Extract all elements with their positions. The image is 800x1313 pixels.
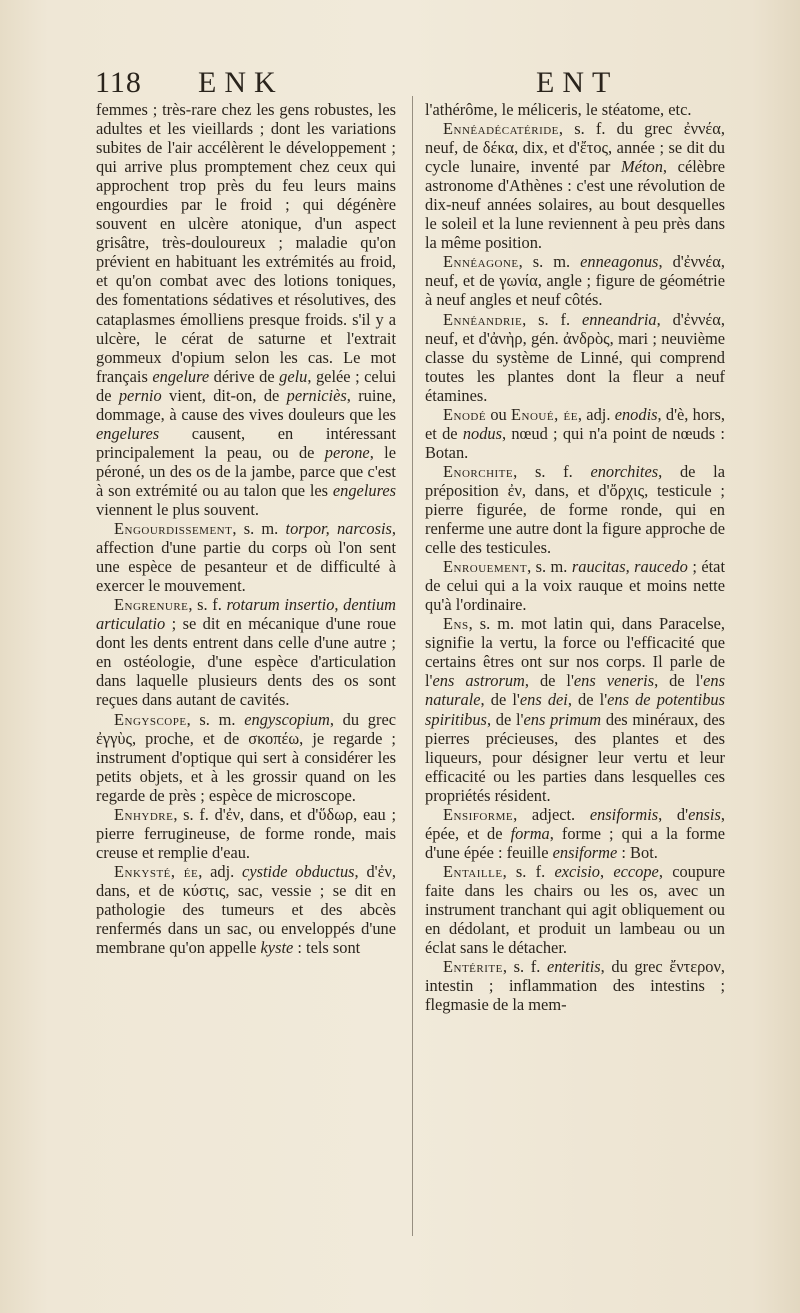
entry-text: , d' — [658, 804, 689, 824]
dictionary-entry — [425, 462, 725, 557]
entry-text: ou — [486, 404, 512, 424]
entry-text: , s. f. — [522, 309, 582, 329]
dictionary-entry — [425, 957, 725, 1014]
entry-text: , d'ἐν, dans, et de κύστις, sac, vessie ; se dit en pathologie des tumeurs et des abcès renfermés dans un sac, ou enveloppés d'une membrane qu'on appelle — [96, 861, 396, 958]
entry-text: , célèbre astronome d'Athènes : c'est une révolution de dix-neuf années solaires, au bout desquelles le soleil et la lune reviennent à peu près dans la même position. — [425, 157, 725, 253]
running-head-right: ENT — [536, 66, 619, 99]
headword: Ennéadécatéride — [443, 119, 559, 139]
entry-text: , du grec ἐγγὺς, proche, et de σκοπέω, je regarde ; instrument d'optique qui sert à considérer les petits objets, et à les grossir quand on les regarde de près ; espèce de microscope. — [96, 709, 397, 805]
headword: Engyscope — [114, 709, 187, 729]
dictionary-entry — [425, 310, 725, 405]
entry-text: , forme ; qui a la forme d'une épée : feuille — [425, 823, 725, 862]
headword: Ennéagone — [443, 252, 519, 272]
italic-term: torpor, narcosis — [285, 519, 392, 539]
entry-text: , s. m. mot latin qui, dans Paracelse, signifie la vertu, la force ou l'efficacité que certains êtres ont sur nos corps. Il parle de l' — [425, 614, 725, 691]
right-column-entries — [425, 119, 725, 1014]
italic-term: ens naturale — [425, 671, 725, 710]
headword: Entaille — [443, 861, 503, 881]
italic-term: forma — [510, 823, 550, 843]
entry-text: , s. f. — [513, 461, 591, 481]
left-column — [96, 100, 396, 957]
headword: Entérite — [443, 957, 503, 977]
headword: Enkysté, ée — [114, 861, 199, 881]
dictionary-entry — [425, 405, 725, 462]
headword: Enorchite — [443, 461, 514, 481]
entry-text: l'athérôme, le méliceris, le stéatome, etc. — [425, 100, 692, 119]
entry-text: , — [334, 595, 344, 615]
italic-term: enodis — [614, 404, 658, 424]
entry-text: , de l' — [480, 690, 520, 710]
entry-text: , gelée ; celui de — [96, 366, 396, 405]
entry-text: , s. f. du grec ἐννέα, neuf, de δέκα, dix, et d'ἔτος, année ; se dit du cycle lunaire, inventé par — [425, 119, 725, 177]
entry-text: , de l' — [654, 671, 704, 691]
headword: Enoué, ée — [511, 404, 578, 424]
italic-term: enneandria — [581, 309, 657, 329]
page-number: 118 — [95, 66, 142, 99]
entry-text: , s. m. — [527, 557, 572, 577]
entry-text: , d'è, hors, et de — [425, 404, 726, 443]
entry-text: , affection d'une partie du corps où l'on sent une espèce de pesanteur et de difficulté à exercer le mouvement. — [96, 519, 397, 596]
italic-term: nodus — [462, 423, 502, 443]
headword: Enodé — [443, 404, 487, 424]
italic-term: enorchites — [590, 461, 659, 481]
entry-text: , de l' — [524, 671, 574, 691]
entry-text: , ruine, dommage, à cause des vives douleurs que les — [96, 385, 396, 424]
entry-text: ; état de celui qui a la voix rauque et moins nette qu'à l'ordinaire. — [425, 557, 725, 615]
italic-term: excisio — [554, 861, 600, 881]
entry-text: causent, en intéressant principalement la peau, ou de — [96, 423, 396, 462]
headword: Enrouement — [443, 557, 528, 577]
entry-text: : Bot. — [617, 842, 658, 862]
italic-term: ensiformis — [589, 804, 659, 824]
italic-term: raucitas, raucedo — [571, 557, 688, 577]
italic-term: engelures — [96, 423, 160, 443]
entry-text: , d'ἐννέα, neuf, et de γωνία, angle ; figure de géométrie à neuf angles et neuf côtés. — [425, 252, 725, 310]
entry-text: , de la préposition ἐν, dans, et d'ὄρχις, testicule ; pierre figurée, de forme ronde, qui en renferme une autre dont la figure approche de celle des testicules. — [425, 461, 725, 558]
entry-text: , s. f. — [502, 957, 547, 977]
entry-text: dérive de — [209, 366, 280, 386]
italic-term: gelu — [279, 366, 308, 386]
entry-text: viennent le plus souvent. — [96, 499, 259, 519]
italic-term: ens primum — [523, 709, 602, 729]
entry-text: , de l' — [567, 690, 608, 710]
entry-text: , adj. — [577, 404, 615, 424]
headword: Ens — [443, 614, 469, 634]
dictionary-entry — [96, 710, 396, 805]
italic-term: kyste — [260, 938, 294, 958]
italic-term: rotarum insertio — [226, 595, 335, 615]
italic-term: engelure — [152, 366, 210, 386]
entry-text: , le péroné, un des os de la jambe, parce que c'est à son extrémité ou au talon que les — [96, 442, 396, 500]
dictionary-entry — [425, 862, 725, 957]
entry-text: , adject. — [513, 804, 590, 824]
italic-term: ens astrorum — [432, 671, 525, 691]
italic-term: ensiforme — [552, 842, 618, 862]
entry-text: femmes ; très-rare chez les gens robustes, les adultes et les vieillards ; dont les variations subites de l'air accélèrent le développement ; qui arrive plus promptement chez ceux qui approchent trop près du feu leurs mains engourdies par le froid ; qui dégénère souvent en ulcère atonique, d'un aspect grisâtre, très-douloureux ; maladie qu'on prévient en habituant les extrémités au froid, et qu'on combat avec des lotions toniques, des fomentations sédatives et résolutives, des cataplasmes émolliens presque froids. s'il y a ulcère, le cérat de saturne et l'extrait gommeux d'opium selon les cas. Le mot français — [96, 100, 396, 386]
right-column — [425, 100, 725, 1014]
entry-text: , s. f. d'ἐν, dans, et d'ὕδωρ, eau ; pierre ferrugineuse, de forme ronde, mais creuse et remplie d'eau. — [96, 804, 396, 862]
entry-text: , d'ἐννέα, neuf, et d'ἀνὴρ, gén. ἀνδρὸς, mari ; neuvième classe du système de Linné, qui comprend toutes les plantes dont la fleur a neuf étamines. — [425, 309, 725, 405]
italic-term: ens veneris — [573, 671, 655, 691]
entry-text: , s. f. — [188, 595, 227, 615]
italic-term: dentium articulatio — [96, 595, 396, 634]
italic-term: pernio — [118, 385, 162, 405]
headword: Engrenure — [114, 595, 189, 615]
running-head-left: ENK — [198, 66, 284, 99]
italic-term: perone — [324, 442, 370, 462]
headword: Enhydre — [114, 804, 174, 824]
entry-text: , s. m. — [186, 709, 245, 729]
headword: Ennéandrie — [443, 309, 523, 329]
italic-term: ens dei — [519, 690, 568, 710]
entry-text: , s. f. — [502, 861, 555, 881]
column-divider — [412, 96, 413, 1236]
entry-text: , s. m. — [518, 252, 581, 272]
italic-term: ensis — [688, 804, 721, 824]
entry-text: , — [599, 861, 614, 881]
entry-text: vient, dit-on, de — [161, 385, 287, 405]
headword: Ensiforme — [443, 804, 514, 824]
italic-term: perniciès — [286, 385, 347, 405]
entry-text: des minéraux, des pierres précieuses, des plantes et des liqueurs, pour désigner leur vertu et leur efficacité ou les parties dans lesquelles ces propriétés résident. — [425, 709, 725, 805]
entry-text: ; se dit en mécanique d'une roue dont les dents entrent dans celle d'une autre ; en ostéologie, d'une espèce d'articulation dans laquelle plusieurs dents des os sont reçues dans autant de cavités. — [96, 614, 396, 710]
left-column-continuation — [96, 100, 396, 519]
dictionary-entry — [425, 614, 725, 804]
entry-text: , épée, et de — [425, 804, 725, 843]
italic-term: enneagonus — [580, 252, 659, 272]
dictionary-entry — [425, 119, 725, 252]
italic-term: engelures — [332, 480, 396, 500]
entry-text: : tels sont — [293, 938, 361, 958]
dictionary-entry — [96, 519, 396, 595]
entry-text: , nœud ; qui n'a point de nœuds : Botan. — [425, 423, 725, 462]
dictionary-entry — [96, 862, 396, 957]
dictionary-entry — [96, 595, 396, 709]
dictionary-entry — [96, 805, 396, 862]
dictionary-entry — [425, 252, 725, 309]
dictionary-entry — [425, 557, 725, 614]
italic-term: ens de potentibus spiritibus — [425, 690, 725, 729]
italic-term: enteritis — [546, 957, 601, 977]
right-column-continuation — [425, 100, 725, 119]
italic-term: Méton — [621, 157, 663, 177]
dictionary-entry — [425, 805, 725, 862]
running-header — [0, 58, 800, 98]
left-column-entries — [96, 519, 396, 957]
entry-text: , du grec ἔντερον, intestin ; inflammation des intestins ; flegmasie de la mem- — [425, 957, 725, 1015]
headword: Engourdissement — [114, 519, 233, 539]
italic-term: cystide obductus — [242, 861, 355, 881]
entry-text: , coupure faite dans les chairs ou les os, avec un instrument tranchant qui agit obliquement ou en dédolant, et produit un lambeau ou un éclat sans le détacher. — [425, 861, 725, 958]
italic-term: eccope — [613, 861, 659, 881]
entry-text: , s. m. — [232, 519, 286, 539]
italic-term: engyscopium — [244, 709, 330, 729]
entry-text: , de l' — [486, 709, 524, 729]
entry-text: , adj. — [198, 861, 243, 881]
